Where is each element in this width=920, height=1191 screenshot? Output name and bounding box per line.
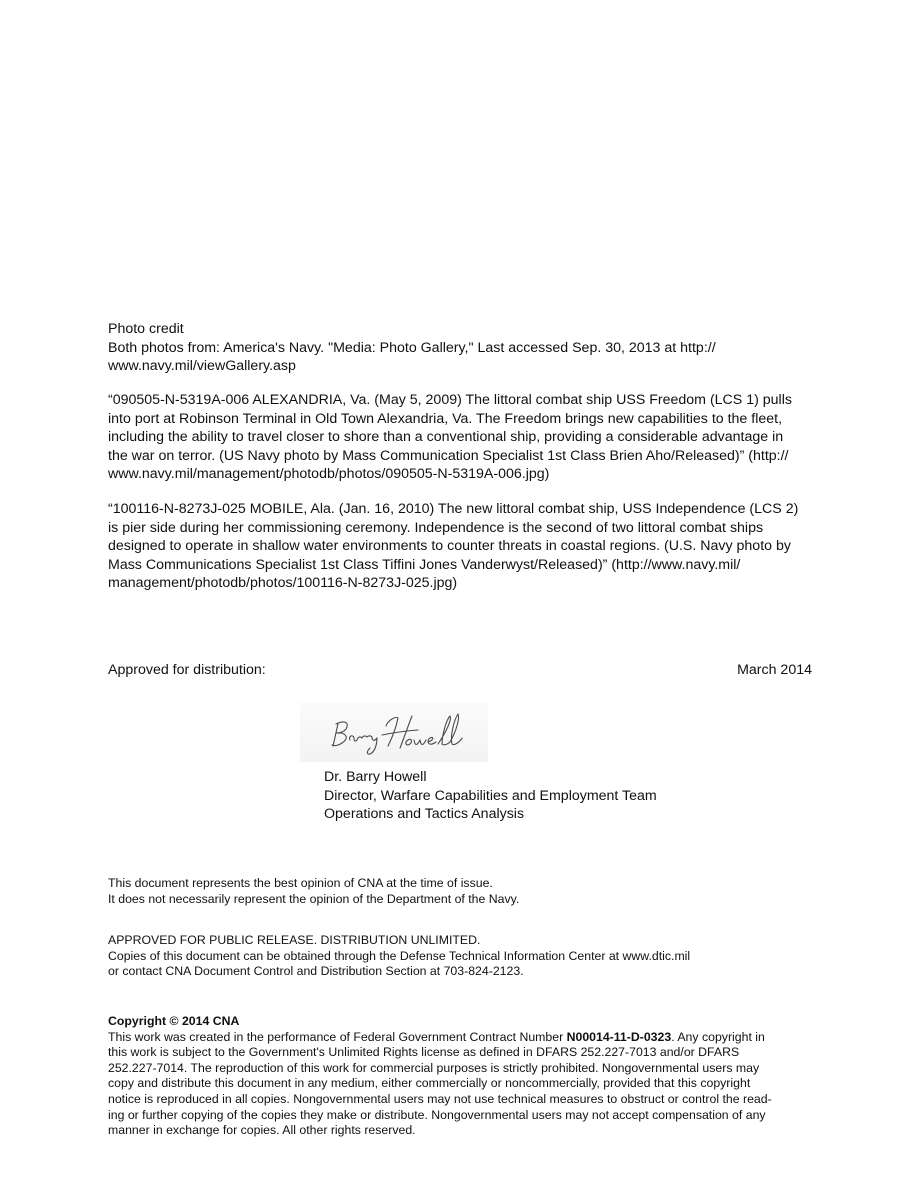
- release-line: Copies of this document can be obtained through the Defense Technical Information Center at www.dtic.mil: [108, 948, 691, 963]
- signer-name: Dr. Barry Howell: [324, 769, 427, 785]
- copyright-line: ing or further copying of the copies they make or distribute. Nongovernmental users may not accept compensation of any: [108, 1107, 766, 1122]
- signer-office: Operations and Tactics Analysis: [324, 806, 525, 823]
- copyright-suffix: . Any copyright in: [671, 1029, 765, 1044]
- approval-date: March 2014: [737, 662, 812, 678]
- photo-credit-line: Both photos from: America's Navy. "Media: Photo Gallery," Last accessed Sep. 30, 2013 at http://: [108, 339, 716, 356]
- photo-credit-heading: Photo credit: [108, 321, 184, 337]
- contract-number: N00014-11-D-0323: [566, 1029, 672, 1044]
- approval-line: [108, 661, 820, 680]
- signature-image: [300, 702, 488, 762]
- caption-line: www.navy.mil/management/photodb/photos/090505-N-5319A-006.jpg): [108, 466, 550, 483]
- copyright-line: notice is reproduced in all copies. Nongovernmental users may not use technical measures to obstruct or control the read-: [108, 1091, 772, 1106]
- photo-caption-independence: [108, 500, 820, 593]
- caption-line: Mass Communications Specialist 1st Class Tiffini Jones Vanderwyst/Released)” (http://www.navy.mil/: [108, 556, 741, 573]
- caption-line: into port at Robinson Terminal in Old Town Alexandria, Va. The Freedom brings new capabilities to the fleet,: [108, 410, 783, 427]
- caption-line: designed to operate in shallow water environments to counter threats in coastal regions. (U.S. Navy photo by: [108, 538, 791, 555]
- caption-line: “100116-N-8273J-025 MOBILE, Ala. (Jan. 16, 2010) The new littoral combat ship, USS Independence (LCS 2): [108, 501, 799, 517]
- caption-line: is pier side during her commissioning ceremony. Independence is the second of two littoral combat ships: [108, 519, 764, 536]
- release-line: APPROVED FOR PUBLIC RELEASE. DISTRIBUTION UNLIMITED.: [108, 933, 481, 947]
- copyright-prefix: This work was created in the performance of Federal Government Contract Number: [108, 1029, 567, 1044]
- opinion-disclaimer: [108, 876, 820, 907]
- distribution-statement: [108, 933, 820, 980]
- handwritten-signature: [300, 702, 488, 762]
- copyright-line: copy and distribute this document in any medium, either commercially or noncommercially, provided that this copyright: [108, 1076, 751, 1091]
- opinion-line: It does not necessarily represent the opinion of the Department of the Navy.: [108, 891, 520, 906]
- caption-line: including the ability to travel closer to shore than a conventional ship, providing a considerable advantage in: [108, 429, 784, 446]
- copyright-line: manner in exchange for copies. All other rights reserved.: [108, 1123, 416, 1138]
- copyright-line: this work is subject to the Government's Unlimited Rights license as defined in DFARS 252.227-7013 and/or DFARS: [108, 1045, 740, 1060]
- signer-block: [324, 768, 657, 824]
- photo-caption-freedom: [108, 391, 820, 484]
- copyright-line: 252.227-7014. The reproduction of this work for commercial purposes is strictly prohibited. Nongovernmental users may: [108, 1060, 760, 1075]
- photo-credit-line: www.navy.mil/viewGallery.asp: [108, 358, 296, 375]
- caption-line: “090505-N-5319A-006 ALEXANDRIA, Va. (May 5, 2009) The littoral combat ship USS Freedom (LCS 1) pulls: [108, 392, 792, 408]
- release-line: or contact CNA Document Control and Distribution Section at 703-824-2123.: [108, 964, 524, 979]
- copyright-line: [108, 1030, 820, 1046]
- copyright-heading: Copyright © 2014 CNA: [108, 1014, 240, 1028]
- approval-label: Approved for distribution:: [108, 662, 266, 678]
- caption-line: the war on terror. (US Navy photo by Mass Communication Specialist 1st Class Brien Aho/Released)” (http://: [108, 447, 789, 464]
- opinion-line: This document represents the best opinion of CNA at the time of issue.: [108, 876, 493, 890]
- copyright-notice: [108, 1014, 820, 1139]
- caption-line: management/photodb/photos/100116-N-8273J-025.jpg): [108, 575, 458, 592]
- signer-title: Director, Warfare Capabilities and Employment Team: [324, 787, 657, 804]
- photo-credit: [108, 320, 820, 376]
